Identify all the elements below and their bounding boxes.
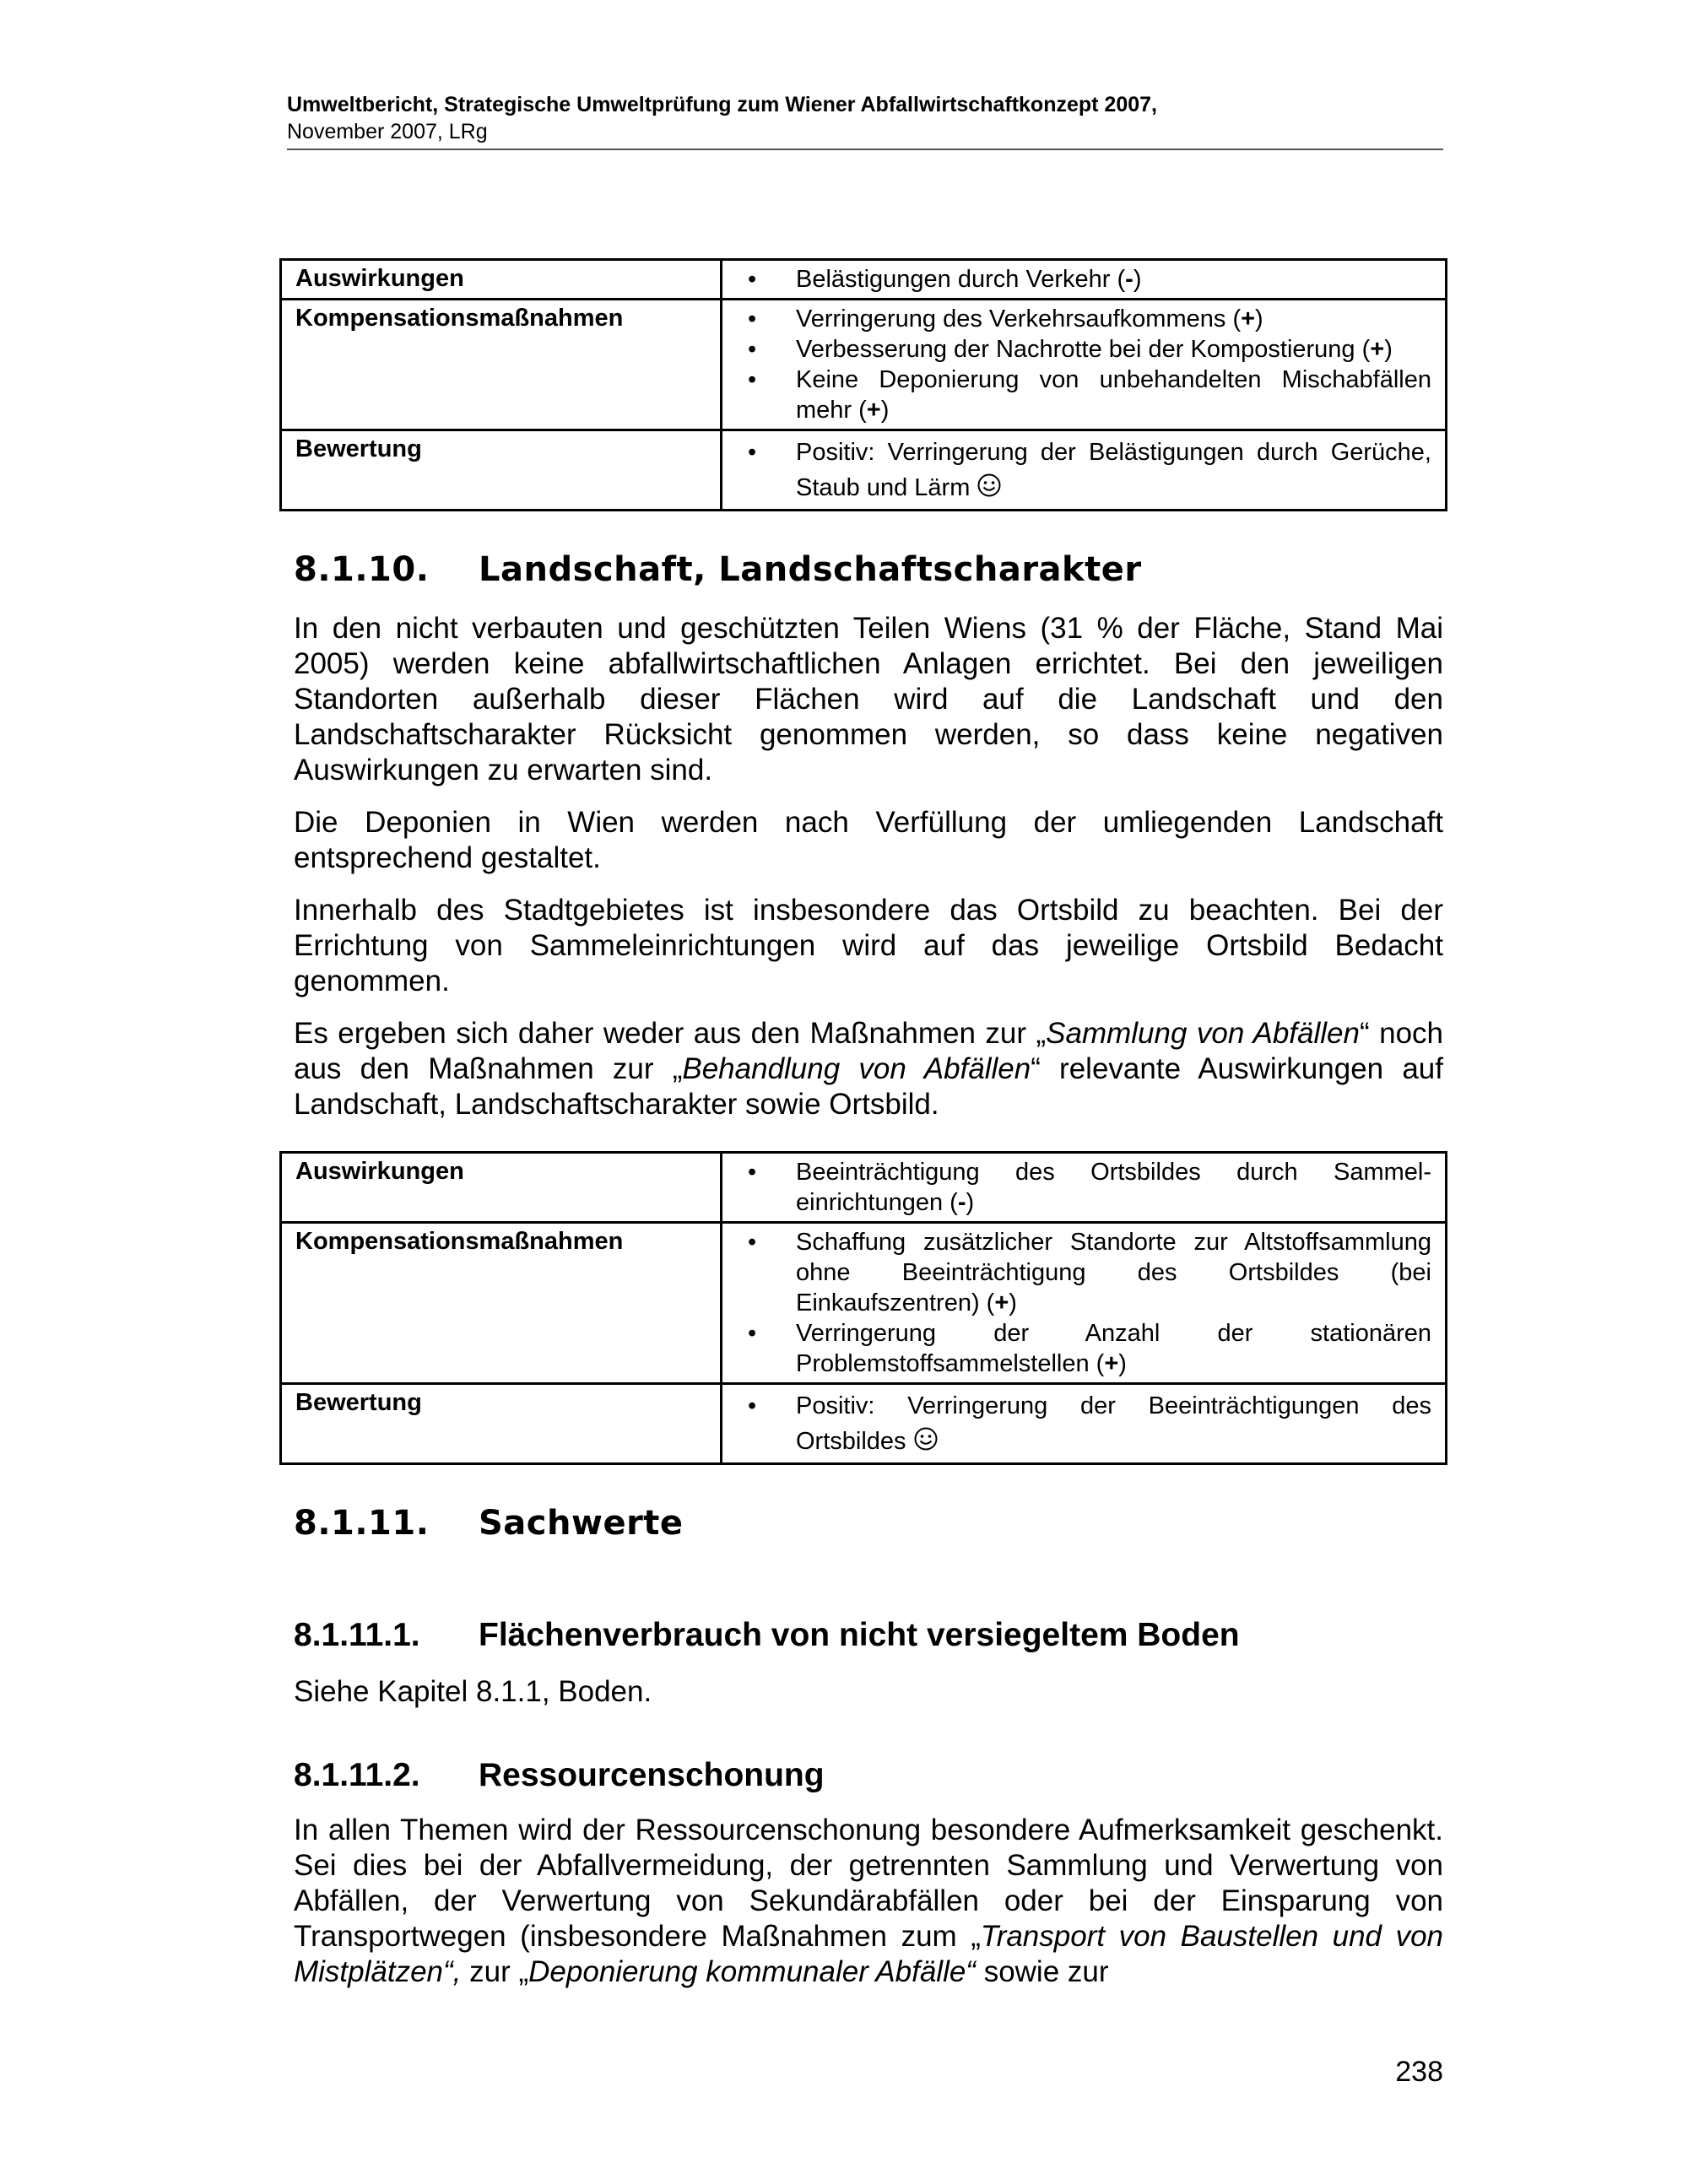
row-label: Bewertung (281, 1384, 722, 1464)
page-number: 238 (1395, 2056, 1443, 2088)
assessment-table-1 (279, 258, 1447, 511)
row-label: Auswirkungen (281, 1153, 722, 1223)
table-row (281, 430, 1447, 511)
header-title: Umweltbericht, Strategische Umweltprüfung zum Wiener Abfallwirtschaftkonzept 2007, (287, 93, 1157, 116)
list-item: • Keine Deponierung von unbehandelten Mischabfällen mehr (+) (748, 366, 1431, 424)
table-row (281, 1223, 1447, 1384)
page-header (287, 91, 1443, 150)
table-row (281, 1153, 1447, 1223)
paragraph: Die Deponien in Wien werden nach Verfüllung der umliegenden Landschaft entsprechend gestaltet. (294, 806, 1443, 874)
list-item: • Positiv: Verringerung der Beeinträchtigungen des Ortsbildes (748, 1392, 1431, 1455)
list-item: • Beeinträchtigung des Ortsbildes durch Sammel-einrichtungen (-) (748, 1159, 1431, 1216)
list-item: • Positiv: Verringerung der Belästigungen durch Gerüche, Staub und Lärm (748, 439, 1431, 501)
table-row (281, 1384, 1447, 1464)
assessment-table-2 (279, 1151, 1447, 1465)
list-item: • Schaffung zusätzlicher Standorte zur Altstoffsammlung ohne Beeinträchtigung des Ortsbildes (bei Einkaufszentren) (+) (748, 1229, 1431, 1316)
section-heading-8-1-11: 8.1.11. Sachwerte (294, 1504, 684, 1543)
section-heading-8-1-11-2: 8.1.11.2. Ressourcenschonung (294, 1757, 825, 1793)
row-label: Kompensationsmaßnahmen (281, 300, 722, 430)
section-heading-8-1-11-1: 8.1.11.1. Flächenverbrauch von nicht versiegeltem Boden (294, 1617, 1240, 1653)
paragraph: In allen Themen wird der Ressourcenschonung besondere Aufmerksamkeit geschenkt. Sei dies bei der Abfallvermeidung, der getrennten Sammlung und Verwertung von Abfällen, der Verwertung von Sekundärabfällen oder bei der Einsparung von Transportwegen (insbesondere Maßnahmen zum „Transport von Baustellen und von Mistplätzen“, zur „Deponierung kommunaler Abfälle“ sowie zur (294, 1814, 1444, 1988)
row-label: Bewertung (281, 430, 722, 511)
table-row (281, 260, 1447, 300)
list-item: • Belästigungen durch Verkehr (-) (748, 266, 1142, 293)
row-label: Auswirkungen (281, 260, 722, 300)
paragraph: Siehe Kapitel 8.1.1, Boden. (294, 1675, 652, 1708)
paragraph: Es ergeben sich daher weder aus den Maßnahmen zur „Sammlung von Abfällen“ noch aus den Maßnahmen zur „Behandlung von Abfällen“ relevante Auswirkungen auf Landschaft, Landschaftscharakter sowie Ortsbild. (294, 1017, 1443, 1121)
paragraph: Innerhalb des Stadtgebietes ist insbesondere das Ortsbild zu beachten. Bei der Errichtung von Sammeleinrichtungen wird auf das jeweilige Ortsbild Bedacht genommen. (294, 894, 1443, 997)
list-item: • Verringerung der Anzahl der stationären Problemstoffsammelstellen (+) (748, 1320, 1431, 1377)
row-label: Kompensationsmaßnahmen (281, 1223, 722, 1384)
paragraph: In den nicht verbauten und geschützten Teilen Wiens (31 % der Fläche, Stand Mai 2005) werden keine abfallwirtschaftlichen Anlagen errichtet. Bei den jeweiligen Standorten außerhalb dieser Flächen wird auf die Landschaft und den Landschaftscharakter Rücksicht genommen werden, so dass keine negativen Auswirkungen zu erwarten sind. (294, 612, 1443, 787)
smiley-icon (913, 1426, 939, 1451)
header-subtitle: November 2007, LRg (287, 120, 488, 143)
smiley-icon (977, 473, 1002, 498)
list-item: • Verringerung des Verkehrsaufkommens (+) (748, 305, 1263, 332)
list-item: • Verbesserung der Nachrotte bei der Kompostierung (+) (748, 336, 1393, 363)
table-row (281, 300, 1447, 430)
section-heading-8-1-10: 8.1.10. Landschaft, Landschaftscharakter (294, 550, 1142, 589)
